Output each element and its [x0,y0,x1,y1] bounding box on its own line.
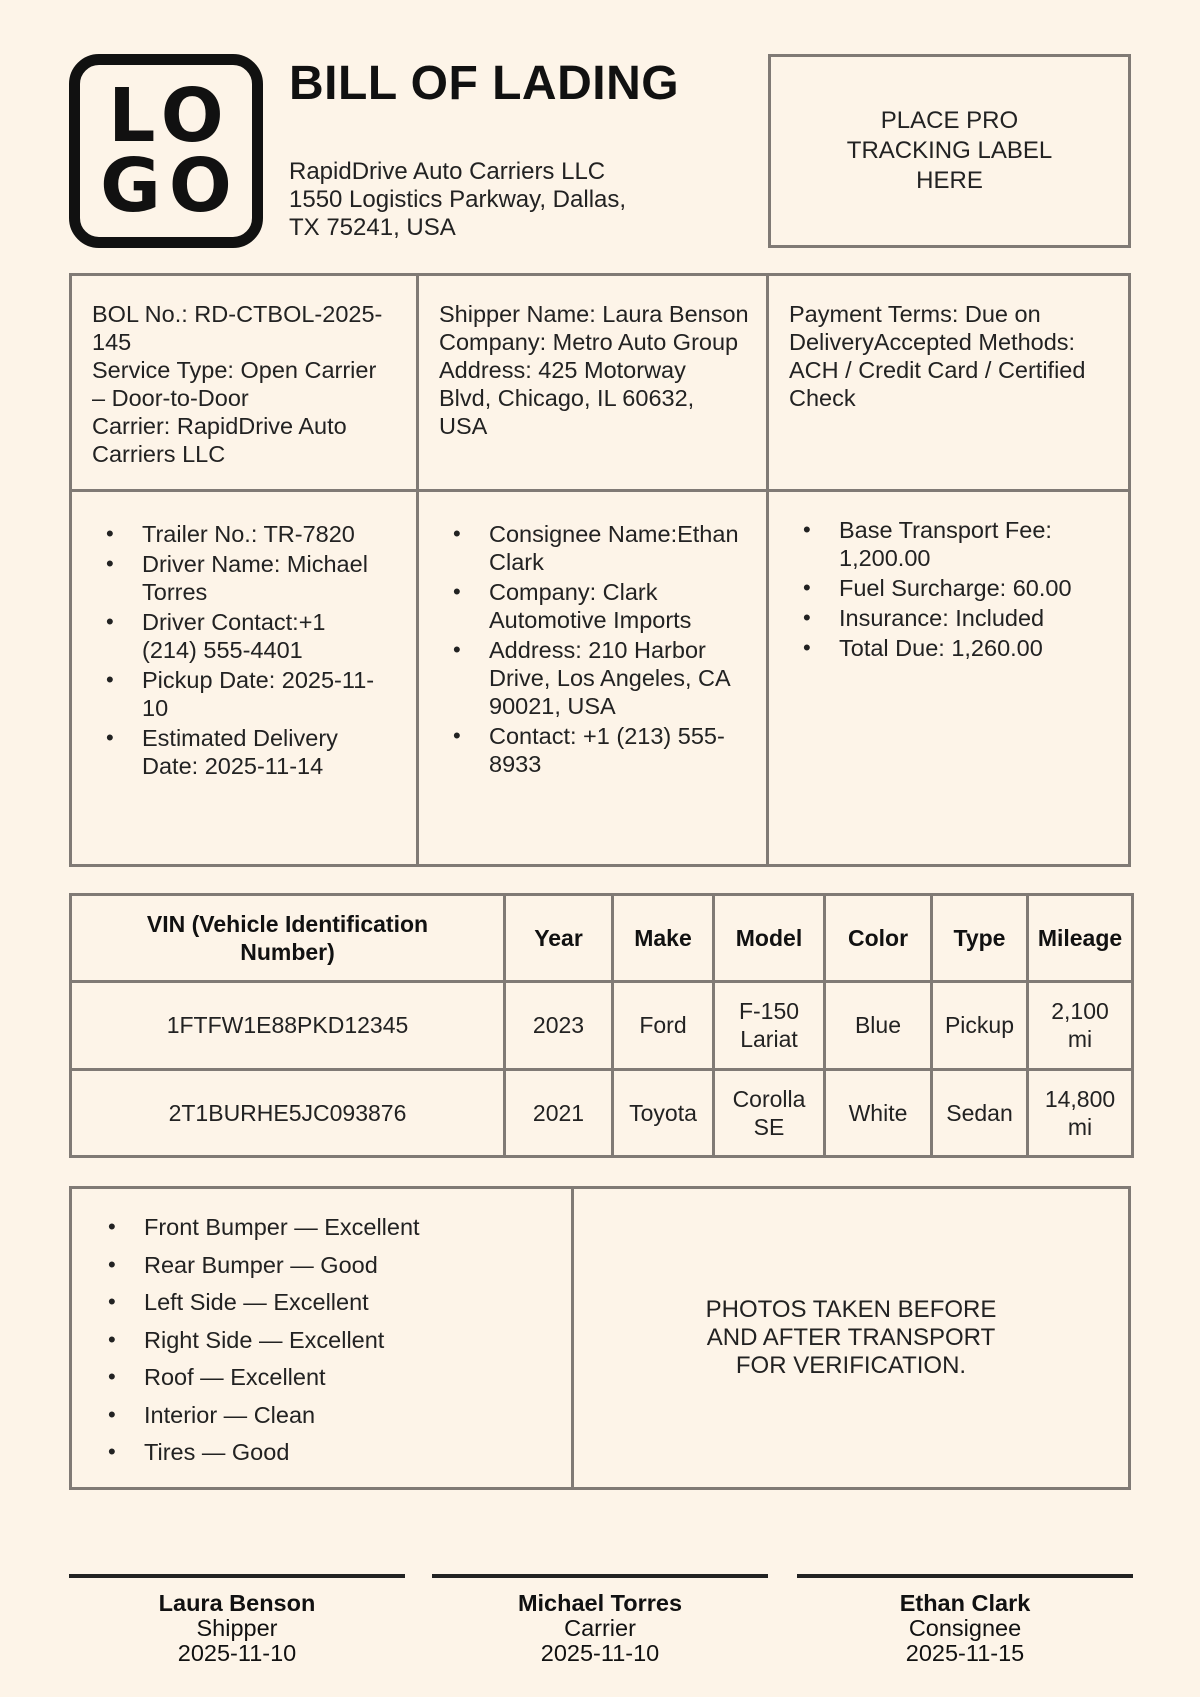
signature-line[interactable] [797,1574,1133,1578]
signer-role: Carrier [564,1615,636,1641]
list-item: • Address: 210 Harbor Drive, Los Angeles, CA 90021, USA [447,636,754,720]
company-address-line: RapidDrive Auto Carriers LLC [289,158,606,185]
company-logo [69,54,263,248]
column-header-type: Type [932,895,1028,982]
list-item: • Pickup Date: 2025-11- 10 [100,666,404,722]
fees-cell [769,492,1128,864]
bol-details-cell [72,276,419,492]
bol-line: Carriers LLC [92,441,226,467]
model-cell: F-150 Lariat [714,982,825,1070]
condition-checklist [72,1189,574,1487]
signer-role: Consignee [908,1615,1022,1641]
signer-name: Ethan Clark [899,1590,1031,1616]
mileage-cell: 2,100 mi [1028,982,1133,1070]
payment-line: ACH / Credit Card / Certified [789,357,1086,383]
bol-line: Service Type: Open Carrier [92,357,377,383]
bol-line: 145 [92,329,132,355]
list-item: • Roof — Excellent [102,1363,571,1391]
shipper-line: Address: 425 Motorway [439,357,686,383]
photo-note-line: PHOTOS TAKEN BEFORE [705,1296,997,1323]
shipper-details-cell [419,276,769,492]
list-item: • Driver Name: Michael Torres [100,550,404,606]
trailer-driver-list [100,520,404,780]
list-item: • Insurance: Included [797,604,1116,632]
list-item: • Base Transport Fee: 1,200.00 [797,516,1116,572]
signature-block-shipper [69,1574,405,1666]
vin-cell: 1FTFW1E88PKD12345 [71,982,505,1070]
list-item: • Contact: +1 (213) 555- 8933 [447,722,754,778]
bol-line: – Door-to-Door [92,385,249,411]
table-header-row [71,895,1133,982]
type-cell: Sedan [932,1069,1028,1157]
logo-text-line1: LO [108,73,232,159]
tracking-label-line: PLACE PRO [880,107,1019,134]
make-cell: Toyota [613,1069,714,1157]
shipper-line: Shipper Name: Laura Benson [439,301,749,327]
condition-list [102,1213,571,1466]
signature-line[interactable] [69,1574,405,1578]
trailer-driver-cell [72,492,419,864]
tracking-label-line: HERE [916,167,983,194]
signature-date: 2025-11-10 [177,1640,297,1666]
year-cell: 2021 [505,1069,613,1157]
column-header-color: Color [825,895,932,982]
column-header-mileage: Mileage [1028,895,1133,982]
list-item: • Left Side — Excellent [102,1288,571,1316]
payment-line: Payment Terms: Due on [789,301,1041,327]
payment-terms-cell [769,276,1128,492]
list-item: • Driver Contact:+1 (214) 555-4401 [100,608,404,664]
table-row [71,1069,1133,1157]
table-row [71,982,1133,1070]
shipper-line: Company: Metro Auto Group [439,329,739,355]
consignee-list [447,520,754,778]
signature-block-carrier [432,1574,768,1666]
shipper-line: Blvd, Chicago, IL 60632, [439,385,695,411]
photo-note-line: AND AFTER TRANSPORT [706,1324,996,1351]
tracking-label-box [768,54,1131,248]
signer-name: Laura Benson [158,1590,316,1616]
signer-role: Shipper [196,1615,278,1641]
color-cell: Blue [825,982,932,1070]
company-address [289,158,626,242]
signature-date: 2025-11-10 [540,1640,660,1666]
signature-block-consignee [797,1574,1133,1666]
list-item: • Right Side — Excellent [102,1326,571,1354]
vin-cell: 2T1BURHE5JC093876 [71,1069,505,1157]
column-header-vin: VIN (Vehicle Identification Number) [71,895,505,982]
signer-name: Michael Torres [517,1590,683,1616]
list-item: • Trailer No.: TR-7820 [100,520,404,548]
payment-line: DeliveryAccepted Methods: [789,329,1076,355]
shipment-info-grid [69,273,1131,867]
list-item: • Estimated Delivery Date: 2025-11-14 [100,724,404,780]
column-header-make: Make [613,895,714,982]
bol-line: Carrier: RapidDrive Auto [92,413,347,439]
model-cell: Corolla SE [714,1069,825,1157]
bol-line: BOL No.: RD-CTBOL-2025- [92,301,383,327]
list-item: • Rear Bumper — Good [102,1251,571,1279]
type-cell: Pickup [932,982,1028,1070]
logo-text-line2: GO [100,143,240,229]
list-item: • Company: Clark Automotive Imports [447,578,754,634]
list-item: • Interior — Clean [102,1401,571,1429]
list-item: • Total Due: 1,260.00 [797,634,1116,662]
column-header-year: Year [505,895,613,982]
tracking-label-line: TRACKING LABEL [846,137,1053,164]
fees-list [797,516,1116,662]
list-item: • Tires — Good [102,1438,571,1466]
photo-note [574,1189,1128,1487]
vehicle-table [69,893,1134,1158]
photo-note-line: FOR VERIFICATION. [735,1352,967,1379]
column-header-model: Model [714,895,825,982]
shipper-line: USA [439,413,488,439]
list-item: • Fuel Surcharge: 60.00 [797,574,1116,602]
color-cell: White [825,1069,932,1157]
list-item: • Consignee Name:Ethan Clark [447,520,754,576]
company-address-line: TX 75241, USA [289,214,456,241]
make-cell: Ford [613,982,714,1070]
list-item: • Front Bumper — Excellent [102,1213,571,1241]
page-title: BILL OF LADING [289,57,680,110]
vehicle-condition-section [69,1186,1131,1490]
year-cell: 2023 [505,982,613,1070]
company-address-line: 1550 Logistics Parkway, Dallas, [289,186,627,213]
signature-date: 2025-11-15 [905,1640,1025,1666]
signature-line[interactable] [432,1574,768,1578]
consignee-cell [419,492,769,864]
mileage-cell: 14,800 mi [1028,1069,1133,1157]
payment-line: Check [789,385,856,411]
